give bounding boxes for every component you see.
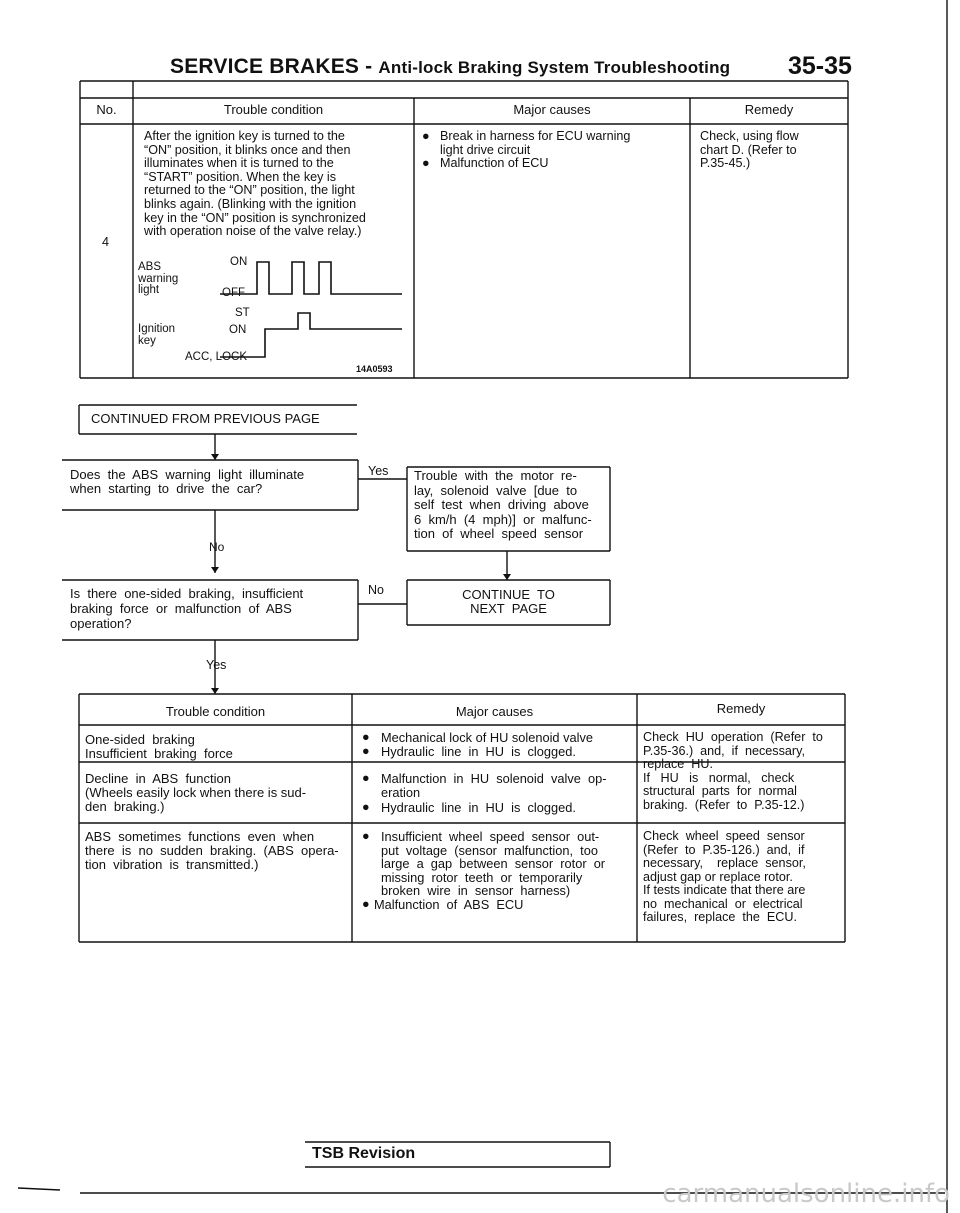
page-number: 35-35 xyxy=(788,52,852,80)
cause-item: Hydraulic line in HU is clogged. xyxy=(381,800,576,815)
question-one-sided-braking: Is there one-sided braking, insufficient braking force or malfunction of ABS operation? xyxy=(70,586,304,631)
trouble-condition-text: After the ignition key is turned to the “ON” position, it blinks once and then illuminates when it is turned to the “START” position. When the key is returned to the “ON” position, the light blinks again. (Blinking with the ignition key in the “ON” position is synchronized with operation noise of the valve relay.) xyxy=(144,129,366,239)
col-header-no: No. xyxy=(96,102,117,117)
col-header-major-causes: Major causes xyxy=(513,102,591,117)
bullet-icon: ● xyxy=(422,129,430,143)
cause-item: Break in harness for ECU warning light drive circuit xyxy=(440,129,631,157)
abs-warning-light-label: ABS warning light xyxy=(138,261,179,296)
bullet-icon: ● xyxy=(362,897,370,911)
cause-item: Malfunction in HU solenoid valve op- eration xyxy=(381,771,607,800)
ignition-key-label: Ignition key xyxy=(138,323,176,347)
continue-to-next-page-box: CONTINUE TO NEXT PAGE xyxy=(462,587,555,616)
off-label: OFF xyxy=(222,287,245,299)
remedy-text: Check, using flow chart D. (Refer to P.35-45.) xyxy=(700,129,799,171)
figure-code: 14A0593 xyxy=(356,364,393,374)
bullet-icon: ● xyxy=(362,829,370,843)
bullet-icon: ● xyxy=(362,771,370,785)
remedy-check-wheel-speed-sensor: Check wheel speed sensor (Refer to P.35-126.) and, if necessary, replace sensor, adjust gap or replace rotor. If tests indicate that there are no mechanical or electrical failures, replace the ECU. xyxy=(643,829,806,924)
col-header-trouble-condition: Trouble condition xyxy=(223,102,324,117)
col-header-remedy: Remedy xyxy=(744,102,794,117)
cause-item: Malfunction of ECU xyxy=(440,156,549,170)
cause-item: Mechanical lock of HU solenoid valve xyxy=(381,730,593,745)
trouble-motor-relay-box: Trouble with the motor re- lay, solenoid valve [due to self test when driving above 6 km/h (4 mph)] or malfunc- tion of wheel speed sensor xyxy=(414,468,592,541)
remedy-check-hu: Check HU operation (Refer to P.35-36.) and, if necessary, replace HU. If HU is normal, check structural parts for normal braking. (Refer to P.35-12.) xyxy=(643,730,823,812)
cause-item: Malfunction of ABS ECU xyxy=(374,897,524,912)
on-label: ON xyxy=(230,256,248,268)
watermark: carmanualsonline.info xyxy=(662,1179,950,1209)
tsb-revision-label: TSB Revision xyxy=(312,1145,416,1162)
row-number: 4 xyxy=(102,235,110,249)
bullet-icon: ● xyxy=(362,744,370,758)
no-label: No xyxy=(209,540,225,554)
col-header-trouble-condition: Trouble condition xyxy=(165,704,266,719)
yes-label: Yes xyxy=(206,658,227,672)
no-label: No xyxy=(368,583,384,597)
bullet-icon: ● xyxy=(362,800,370,814)
table-row-condition: ABS sometimes functions even when there is no sudden braking. (ABS opera- tion vibration is transmitted.) xyxy=(85,829,339,872)
ign-on-label: ON xyxy=(229,324,247,336)
col-header-major-causes: Major causes xyxy=(455,704,534,719)
table-row-condition: Decline in ABS function (Wheels easily lock when there is sud- den braking.) xyxy=(85,771,307,814)
yes-label: Yes xyxy=(368,464,389,478)
bullet-icon: ● xyxy=(422,156,430,170)
continued-from-previous-page: CONTINUED FROM PREVIOUS PAGE xyxy=(91,411,320,426)
table-row-condition: One-sided braking Insufficient braking force xyxy=(85,732,233,761)
cause-item: Hydraulic line in HU is clogged. xyxy=(381,744,576,759)
cause-item: Insufficient wheel speed sensor out- put voltage (sensor malfunction, too large a gap between sensor rotor or missing rotor teeth or temporarily broken wire in sensor harness) xyxy=(381,829,606,899)
acc-lock-label: ACC, LOCK xyxy=(185,351,247,363)
st-label: ST xyxy=(235,307,250,319)
page-title: SERVICE BRAKES - Anti-lock Braking System Troubleshooting xyxy=(170,55,731,78)
question-warning-light: Does the ABS warning light illuminate when starting to drive the car? xyxy=(70,467,305,496)
bullet-icon: ● xyxy=(362,730,370,744)
col-header-remedy: Remedy xyxy=(716,701,766,716)
